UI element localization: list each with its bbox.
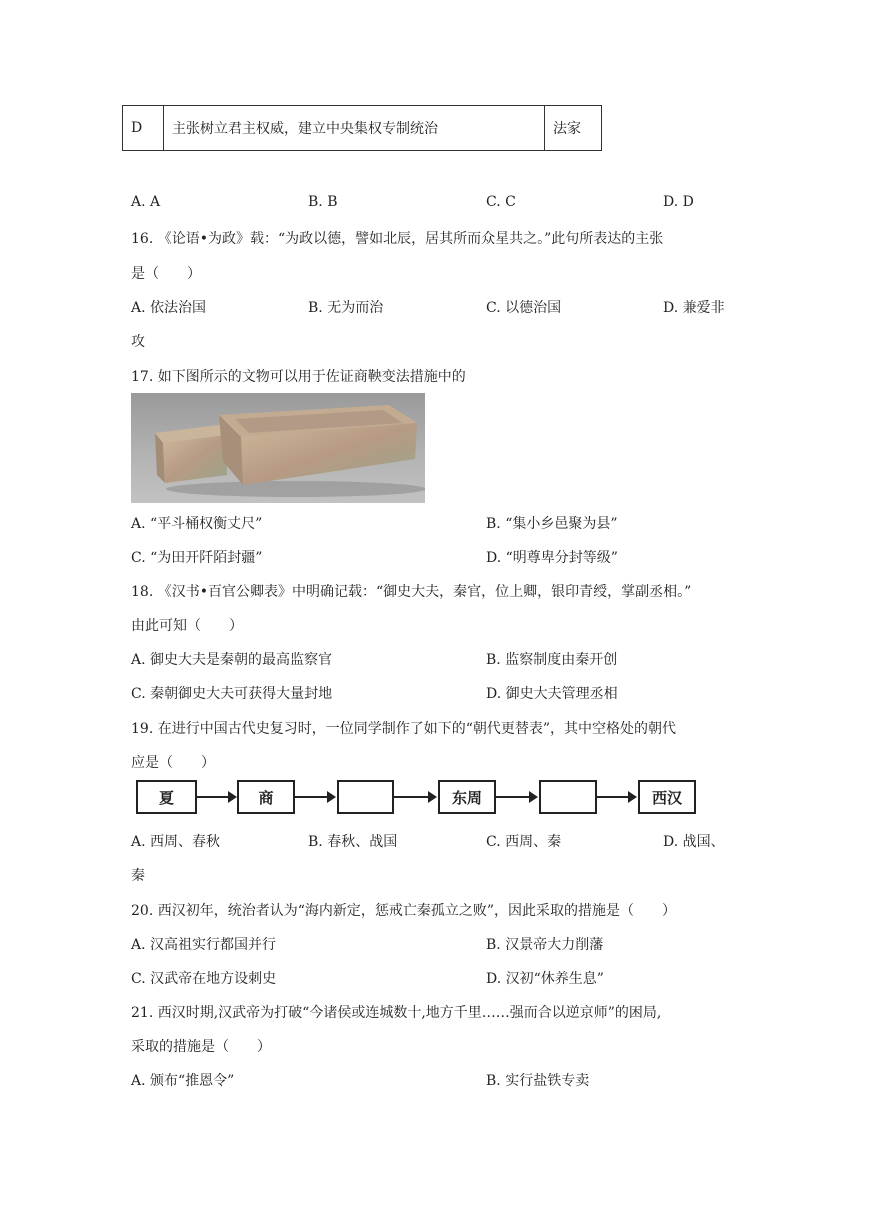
q21-stem-line2: 采取的措施是（ ） bbox=[131, 1039, 271, 1055]
q15-option-c: C. C bbox=[486, 194, 516, 210]
q20-option-b: B. 汉景帝大力削藩 bbox=[486, 937, 604, 953]
q18-stem-line1: 18. 《汉书•百官公卿表》中明确记载：“御史大夫，秦官，位上卿，银印青绶，掌副丞相。” bbox=[131, 584, 692, 600]
answer-table-row-d bbox=[122, 105, 602, 151]
flow-box-blank-2 bbox=[539, 780, 597, 814]
q16-option-d-wrap: 攻 bbox=[131, 334, 145, 350]
q21-option-b: B. 实行盐铁专卖 bbox=[486, 1073, 590, 1089]
q16-option-b: B. 无为而治 bbox=[308, 300, 384, 316]
q18-option-d: D. 御史大夫管理丞相 bbox=[486, 686, 618, 702]
flow-box-shang: 商 bbox=[237, 780, 295, 814]
q20-stem: 20. 西汉初年，统治者认为“海内新定，惩戒亡秦孤立之败”，因此采取的措施是（ ） bbox=[131, 903, 677, 919]
q16-stem-line1: 16. 《论语•为政》载：“为政以德，譬如北辰，居其所而众星共之。”此句所表达的主张 bbox=[131, 231, 664, 247]
dynasty-flow-chart bbox=[136, 780, 696, 818]
bronze-measure-image bbox=[131, 393, 425, 503]
q17-option-c: C. “为田开阡陌封疆” bbox=[131, 550, 263, 566]
q17-option-d: D. “明尊卑分封等级” bbox=[486, 550, 618, 566]
q19-option-b: B. 春秋、战国 bbox=[308, 834, 398, 850]
q20-option-d: D. 汉初“休养生息” bbox=[486, 971, 604, 987]
flow-arrow-icon bbox=[496, 796, 536, 798]
q19-option-d: D. 战国、 bbox=[663, 834, 725, 850]
flow-box-xia: 夏 bbox=[136, 780, 197, 814]
q18-stem-line2: 由此可知（ ） bbox=[131, 618, 243, 634]
flow-arrow-icon bbox=[394, 796, 435, 798]
q21-stem-line1: 21. 西汉时期,汉武帝为打破“今诸侯或连城数十,地方千里……强而合以逆京师”的困局, bbox=[131, 1005, 662, 1021]
q17-option-b: B. “集小乡邑聚为县” bbox=[486, 516, 618, 532]
q17-stem: 17. 如下图所示的文物可以用于佐证商鞅变法措施中的 bbox=[131, 369, 466, 385]
q17-option-a: A. “平斗桶权衡丈尺” bbox=[131, 516, 263, 532]
q18-option-c: C. 秦朝御史大夫可获得大量封地 bbox=[131, 686, 333, 702]
q16-option-a: A. 依法治国 bbox=[131, 300, 207, 316]
flow-arrow-icon bbox=[197, 796, 235, 798]
q19-option-a: A. 西周、春秋 bbox=[131, 834, 221, 850]
q18-option-a: A. 御史大夫是秦朝的最高监察官 bbox=[131, 652, 333, 668]
flow-box-blank-1 bbox=[337, 780, 394, 814]
q21-option-a: A. 颁布“推恩令” bbox=[131, 1073, 235, 1089]
table-cell-school: 法家 bbox=[553, 121, 581, 137]
q19-stem-line2: 应是（ ） bbox=[131, 755, 215, 771]
q20-option-a: A. 汉高祖实行都国并行 bbox=[131, 937, 277, 953]
q15-option-a: A. A bbox=[131, 194, 161, 210]
q15-option-d: D. D bbox=[663, 194, 694, 210]
flow-box-dongzhou: 东周 bbox=[438, 780, 496, 814]
flow-arrow-icon bbox=[295, 796, 334, 798]
q19-option-c: C. 西周、秦 bbox=[486, 834, 562, 850]
q16-option-c: C. 以德治国 bbox=[486, 300, 562, 316]
q18-option-b: B. 监察制度由秦开创 bbox=[486, 652, 618, 668]
q19-stem-line1: 19. 在进行中国古代史复习时，一位同学制作了如下的“朝代更替表”，其中空格处的朝代 bbox=[131, 721, 677, 737]
table-cell-description: 主张树立君主权威，建立中央集权专制统治 bbox=[164, 106, 545, 150]
q16-stem-line2: 是（ ） bbox=[131, 266, 201, 282]
q19-option-d-wrap: 秦 bbox=[131, 868, 145, 884]
q15-option-b: B. B bbox=[308, 194, 338, 210]
q16-option-d: D. 兼爱非 bbox=[663, 300, 725, 316]
flow-arrow-icon bbox=[597, 796, 635, 798]
table-cell-letter: D bbox=[123, 106, 164, 150]
q20-option-c: C. 汉武帝在地方设刺史 bbox=[131, 971, 277, 987]
flow-box-xihan: 西汉 bbox=[638, 780, 696, 814]
bronze-measure-photo bbox=[131, 393, 425, 503]
